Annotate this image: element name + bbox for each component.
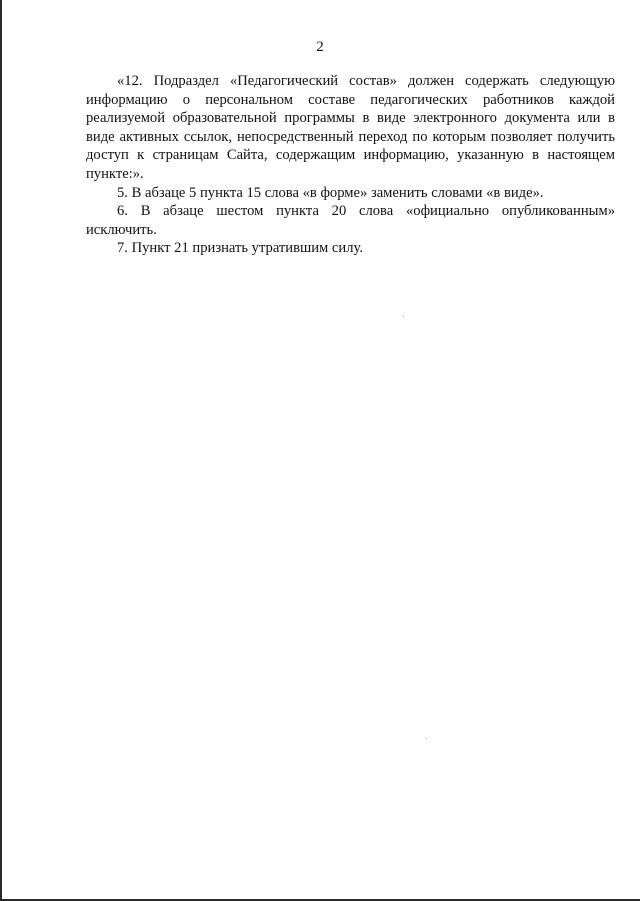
scan-border-left bbox=[0, 0, 2, 901]
document-body bbox=[86, 72, 615, 258]
scan-speck bbox=[403, 316, 404, 317]
scan-speck bbox=[426, 738, 427, 739]
page-number: 2 bbox=[316, 39, 324, 55]
paragraph-item-5: 5. В абзаце 5 пункта 15 слова «в форме» заменить словами «в виде». bbox=[117, 184, 544, 201]
paragraph-item-6: 6. В абзаце шестом пункта 20 слова «официально опубликованным» исключить. bbox=[86, 203, 615, 238]
paragraph-item-7: 7. Пункт 21 признать утратившим силу. bbox=[117, 240, 363, 257]
paragraph-teaching-staff-section: «12. Подраздел «Педагогический состав» должен содержать следующую информацию о персональном составе педагогических работников каждой реализуемой образовательной программы в виде электронного документа или в виде активных ссылок, непосредственный переход по которым позволяет получить доступ к страницам Сайта, содержащим информацию, указанную в настоящем пункте:». bbox=[86, 73, 615, 182]
